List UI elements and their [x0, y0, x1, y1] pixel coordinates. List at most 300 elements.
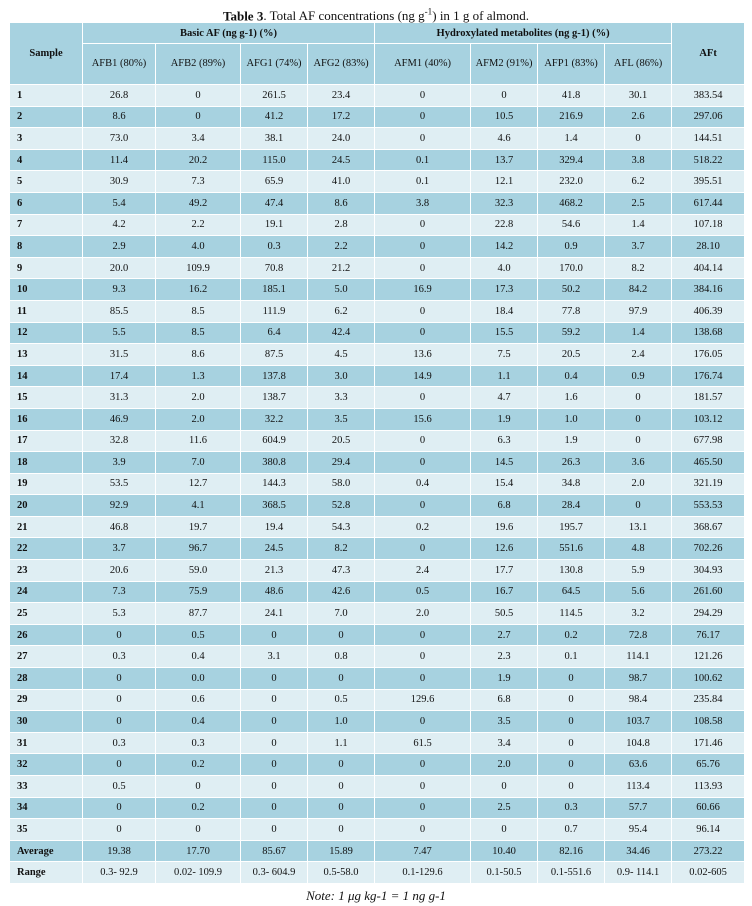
- table-cell: 0: [156, 819, 241, 841]
- table-cell: 38.1: [241, 128, 308, 150]
- table-cell: 26.3: [538, 452, 605, 474]
- table-cell: 0: [375, 668, 471, 690]
- table-cell: 0: [375, 214, 471, 236]
- table-cell: 31.3: [83, 387, 156, 409]
- table-row: [10, 236, 745, 258]
- table-cell: 170.0: [538, 257, 605, 279]
- table-cell: 19.1: [241, 214, 308, 236]
- table-cell: 29.4: [308, 452, 375, 474]
- table-cell: 17.4: [83, 365, 156, 387]
- table-cell: 2.9: [83, 236, 156, 258]
- table-cell: 16.7: [471, 581, 538, 603]
- table-cell: 384.16: [672, 279, 745, 301]
- table-cell: 0: [241, 689, 308, 711]
- row-label: Range: [10, 862, 83, 884]
- table-cell: 61.5: [375, 732, 471, 754]
- row-label: 9: [10, 257, 83, 279]
- table-cell: 0.2: [375, 516, 471, 538]
- table-row: [10, 430, 745, 452]
- table-cell: 0.5: [156, 624, 241, 646]
- table-cell: 14.9: [375, 365, 471, 387]
- table-cell: 368.67: [672, 516, 745, 538]
- table-cell: 113.93: [672, 776, 745, 798]
- table-cell: 87.5: [241, 344, 308, 366]
- table-cell: 4.7: [471, 387, 538, 409]
- column-header: AFB1 (80%): [83, 44, 156, 85]
- table-cell: 0.1: [538, 646, 605, 668]
- table-cell: 103.7: [605, 711, 672, 733]
- table-cell: 8.6: [83, 106, 156, 128]
- table-cell: 0: [471, 85, 538, 107]
- table-cell: 0: [605, 430, 672, 452]
- table-cell: 75.9: [156, 581, 241, 603]
- row-label: 13: [10, 344, 83, 366]
- table-cell: 2.0: [375, 603, 471, 625]
- table-cell: 3.7: [83, 538, 156, 560]
- table-cell: 0: [241, 797, 308, 819]
- table-cell: 1.4: [605, 214, 672, 236]
- table-cell: 5.4: [83, 192, 156, 214]
- table-cell: 6.2: [308, 300, 375, 322]
- table-cell: 28.10: [672, 236, 745, 258]
- table-cell: 0: [375, 624, 471, 646]
- table-cell: 1.9: [538, 430, 605, 452]
- table-cell: 41.0: [308, 171, 375, 193]
- table-cell: 3.5: [308, 408, 375, 430]
- table-cell: 3.3: [308, 387, 375, 409]
- table-cell: 77.8: [538, 300, 605, 322]
- table-cell: 19.7: [156, 516, 241, 538]
- table-cell: 617.44: [672, 192, 745, 214]
- table-cell: 15.89: [308, 840, 375, 862]
- table-row: [10, 300, 745, 322]
- row-label: 35: [10, 819, 83, 841]
- table-cell: 20.6: [83, 560, 156, 582]
- table-cell: 195.7: [538, 516, 605, 538]
- column-header: AFL (86%): [605, 44, 672, 85]
- table-caption: [0, 2, 752, 22]
- table-cell: 32.2: [241, 408, 308, 430]
- table-cell: 1.3: [156, 365, 241, 387]
- table-cell: 5.0: [308, 279, 375, 301]
- table-row: [10, 408, 745, 430]
- table-row: [10, 819, 745, 841]
- row-label: 17: [10, 430, 83, 452]
- table-cell: 0: [156, 85, 241, 107]
- table-cell: 50.2: [538, 279, 605, 301]
- row-label: 15: [10, 387, 83, 409]
- table-cell: 368.5: [241, 495, 308, 517]
- table-cell: 59.0: [156, 560, 241, 582]
- table-cell: 0: [375, 754, 471, 776]
- table-cell: 87.7: [156, 603, 241, 625]
- table-row: [10, 538, 745, 560]
- table-cell: 3.9: [83, 452, 156, 474]
- table-cell: 13.7: [471, 149, 538, 171]
- table-cell: 0.1-551.6: [538, 862, 605, 884]
- table-cell: 7.3: [156, 171, 241, 193]
- table-cell: 2.4: [605, 344, 672, 366]
- table-cell: 1.1: [308, 732, 375, 754]
- table-cell: 26.8: [83, 85, 156, 107]
- table-cell: 13.6: [375, 344, 471, 366]
- table-cell: 0: [83, 689, 156, 711]
- table-cell: 16.9: [375, 279, 471, 301]
- row-label: 20: [10, 495, 83, 517]
- table-cell: 114.1: [605, 646, 672, 668]
- table-cell: 95.4: [605, 819, 672, 841]
- table-cell: 3.7: [605, 236, 672, 258]
- table-cell: 12.6: [471, 538, 538, 560]
- table-cell: 49.2: [156, 192, 241, 214]
- row-label: 10: [10, 279, 83, 301]
- table-cell: 0: [375, 819, 471, 841]
- table-cell: 20.5: [538, 344, 605, 366]
- table-cell: 176.05: [672, 344, 745, 366]
- table-cell: 0: [471, 819, 538, 841]
- table-cell: 0.5-58.0: [308, 862, 375, 884]
- table-cell: 0: [83, 624, 156, 646]
- table-cell: 0.4: [156, 711, 241, 733]
- table-cell: 2.4: [375, 560, 471, 582]
- table-cell: 5.5: [83, 322, 156, 344]
- table-cell: 0: [375, 430, 471, 452]
- table-cell: 468.2: [538, 192, 605, 214]
- table-cell: 0: [241, 624, 308, 646]
- table-cell: 181.57: [672, 387, 745, 409]
- table-cell: 1.6: [538, 387, 605, 409]
- row-label: 6: [10, 192, 83, 214]
- row-label: 32: [10, 754, 83, 776]
- table-row: [10, 840, 745, 862]
- af-concentration-table: [9, 22, 745, 884]
- table-cell: 6.3: [471, 430, 538, 452]
- row-label: 26: [10, 624, 83, 646]
- table-cell: 42.6: [308, 581, 375, 603]
- table-cell: 321.19: [672, 473, 745, 495]
- table-cell: 465.50: [672, 452, 745, 474]
- row-label: 22: [10, 538, 83, 560]
- sample-header: Sample: [10, 23, 83, 85]
- table-cell: 70.8: [241, 257, 308, 279]
- table-cell: 20.0: [83, 257, 156, 279]
- table-cell: 7.0: [156, 452, 241, 474]
- table-cell: 3.8: [605, 149, 672, 171]
- table-cell: 7.47: [375, 840, 471, 862]
- table-cell: 34.46: [605, 840, 672, 862]
- table-cell: 0.5: [375, 581, 471, 603]
- table-cell: 273.22: [672, 840, 745, 862]
- table-cell: 138.7: [241, 387, 308, 409]
- table-cell: 0: [538, 732, 605, 754]
- table-cell: 553.53: [672, 495, 745, 517]
- table-cell: 518.22: [672, 149, 745, 171]
- table-cell: 0: [375, 797, 471, 819]
- table-cell: 261.5: [241, 85, 308, 107]
- table-cell: 111.9: [241, 300, 308, 322]
- table-cell: 12.1: [471, 171, 538, 193]
- table-cell: 261.60: [672, 581, 745, 603]
- table-row: [10, 85, 745, 107]
- table-cell: 57.7: [605, 797, 672, 819]
- table-cell: 0: [375, 452, 471, 474]
- table-cell: 0: [308, 797, 375, 819]
- table-cell: 85.5: [83, 300, 156, 322]
- row-label: 24: [10, 581, 83, 603]
- table-cell: 0: [375, 538, 471, 560]
- table-row: [10, 257, 745, 279]
- table-cell: 7.0: [308, 603, 375, 625]
- table-cell: 63.6: [605, 754, 672, 776]
- table-cell: 20.2: [156, 149, 241, 171]
- table-row: [10, 646, 745, 668]
- table-cell: 0.02-605: [672, 862, 745, 884]
- column-header: AFP1 (83%): [538, 44, 605, 85]
- table-cell: 0: [308, 819, 375, 841]
- table-cell: 21.2: [308, 257, 375, 279]
- table-cell: 30.9: [83, 171, 156, 193]
- table-cell: 185.1: [241, 279, 308, 301]
- table-cell: 0.3: [241, 236, 308, 258]
- table-cell: 1.0: [538, 408, 605, 430]
- table-cell: 84.2: [605, 279, 672, 301]
- table-cell: 304.93: [672, 560, 745, 582]
- table-cell: 54.6: [538, 214, 605, 236]
- row-label: 28: [10, 668, 83, 690]
- table-cell: 115.0: [241, 149, 308, 171]
- table-note: Note: 1 μg kg-1 = 1 ng g-1: [306, 887, 446, 903]
- row-label: 1: [10, 85, 83, 107]
- table-cell: 72.8: [605, 624, 672, 646]
- table-cell: 24.1: [241, 603, 308, 625]
- table-cell: 15.5: [471, 322, 538, 344]
- table-cell: 97.9: [605, 300, 672, 322]
- table-cell: 0: [538, 776, 605, 798]
- table-cell: 98.7: [605, 668, 672, 690]
- table-cell: 30.1: [605, 85, 672, 107]
- table-cell: 0: [375, 776, 471, 798]
- table-cell: 4.5: [308, 344, 375, 366]
- table-cell: 47.4: [241, 192, 308, 214]
- table-cell: 17.70: [156, 840, 241, 862]
- table-cell: 0.1: [375, 149, 471, 171]
- table-cell: 7.3: [83, 581, 156, 603]
- table-cell: 8.5: [156, 322, 241, 344]
- table-row: [10, 668, 745, 690]
- table-cell: 1.4: [605, 322, 672, 344]
- table-cell: 0: [241, 668, 308, 690]
- table-cell: 11.4: [83, 149, 156, 171]
- table-cell: 1.9: [471, 408, 538, 430]
- table-cell: 46.8: [83, 516, 156, 538]
- table-cell: 14.2: [471, 236, 538, 258]
- table-cell: 10.5: [471, 106, 538, 128]
- table-cell: 17.3: [471, 279, 538, 301]
- table-cell: 1.1: [471, 365, 538, 387]
- table-cell: 12.7: [156, 473, 241, 495]
- table-cell: 0: [375, 711, 471, 733]
- table-cell: 4.6: [471, 128, 538, 150]
- table-cell: 15.6: [375, 408, 471, 430]
- table-cell: 8.6: [308, 192, 375, 214]
- row-label: 21: [10, 516, 83, 538]
- table-cell: 294.29: [672, 603, 745, 625]
- table-cell: 0.5: [83, 776, 156, 798]
- row-label: 3: [10, 128, 83, 150]
- table-cell: 0: [538, 754, 605, 776]
- table-cell: 107.18: [672, 214, 745, 236]
- table-row: [10, 711, 745, 733]
- table-cell: 24.5: [308, 149, 375, 171]
- row-label: 4: [10, 149, 83, 171]
- table-cell: 395.51: [672, 171, 745, 193]
- table-cell: 0: [375, 300, 471, 322]
- table-cell: 96.7: [156, 538, 241, 560]
- table-cell: 297.06: [672, 106, 745, 128]
- table-cell: 4.1: [156, 495, 241, 517]
- table-cell: 19.38: [83, 840, 156, 862]
- table-cell: 0: [375, 387, 471, 409]
- table-cell: 1.4: [538, 128, 605, 150]
- table-row: [10, 279, 745, 301]
- table-cell: 3.0: [308, 365, 375, 387]
- table-cell: 0.3: [538, 797, 605, 819]
- table-cell: 0: [308, 754, 375, 776]
- table-cell: 0: [308, 668, 375, 690]
- table-cell: 232.0: [538, 171, 605, 193]
- table-cell: 3.8: [375, 192, 471, 214]
- table-cell: 113.4: [605, 776, 672, 798]
- table-row: [10, 344, 745, 366]
- table-cell: 702.26: [672, 538, 745, 560]
- table-cell: 0: [308, 776, 375, 798]
- table-cell: 64.5: [538, 581, 605, 603]
- table-cell: 73.0: [83, 128, 156, 150]
- table-cell: 0.4: [375, 473, 471, 495]
- table-row: [10, 624, 745, 646]
- row-label: 5: [10, 171, 83, 193]
- table-cell: 58.0: [308, 473, 375, 495]
- table-row: [10, 560, 745, 582]
- table-cell: 329.4: [538, 149, 605, 171]
- table-cell: 5.9: [605, 560, 672, 582]
- table-cell: 3.4: [471, 732, 538, 754]
- table-cell: 0: [538, 668, 605, 690]
- table-cell: 2.0: [605, 473, 672, 495]
- table-cell: 15.4: [471, 473, 538, 495]
- table-cell: 0.2: [156, 754, 241, 776]
- table-cell: 0.0: [156, 668, 241, 690]
- table-cell: 85.67: [241, 840, 308, 862]
- table-cell: 6.2: [605, 171, 672, 193]
- table-cell: 92.9: [83, 495, 156, 517]
- column-header: AFM2 (91%): [471, 44, 538, 85]
- table-cell: 404.14: [672, 257, 745, 279]
- table-cell: 109.9: [156, 257, 241, 279]
- table-cell: 1.0: [308, 711, 375, 733]
- aft-header: AFt: [672, 23, 745, 85]
- table-cell: 144.51: [672, 128, 745, 150]
- table-cell: 6.4: [241, 322, 308, 344]
- table-cell: 0.9- 114.1: [605, 862, 672, 884]
- table-cell: 2.0: [471, 754, 538, 776]
- row-label: 16: [10, 408, 83, 430]
- table-cell: 0: [605, 387, 672, 409]
- table-cell: 54.3: [308, 516, 375, 538]
- table-row: [10, 862, 745, 884]
- table-cell: 144.3: [241, 473, 308, 495]
- table-cell: 32.8: [83, 430, 156, 452]
- row-label: 14: [10, 365, 83, 387]
- table-row: [10, 754, 745, 776]
- row-label: 30: [10, 711, 83, 733]
- table-cell: 604.9: [241, 430, 308, 452]
- table-cell: 0: [156, 776, 241, 798]
- column-header: AFM1 (40%): [375, 44, 471, 85]
- table-cell: 176.74: [672, 365, 745, 387]
- table-cell: 0: [375, 85, 471, 107]
- table-cell: 2.5: [605, 192, 672, 214]
- table-cell: 108.58: [672, 711, 745, 733]
- table-cell: 14.5: [471, 452, 538, 474]
- table-cell: 3.1: [241, 646, 308, 668]
- table-cell: 0: [538, 711, 605, 733]
- row-label: 33: [10, 776, 83, 798]
- table-cell: 9.3: [83, 279, 156, 301]
- table-cell: 60.66: [672, 797, 745, 819]
- table-cell: 380.8: [241, 452, 308, 474]
- table-caption-label: Table 3: [222, 8, 264, 24]
- table-cell: 0: [83, 711, 156, 733]
- table-cell: 104.8: [605, 732, 672, 754]
- table-cell: 0.1-129.6: [375, 862, 471, 884]
- table-cell: 41.2: [241, 106, 308, 128]
- table-cell: 0: [241, 754, 308, 776]
- table-row: [10, 171, 745, 193]
- table-cell: 0.7: [538, 819, 605, 841]
- table-cell: 53.5: [83, 473, 156, 495]
- table-row: [10, 214, 745, 236]
- table-cell: 82.16: [538, 840, 605, 862]
- table-cell: 23.4: [308, 85, 375, 107]
- table-cell: 0: [83, 797, 156, 819]
- table-cell: 1.9: [471, 668, 538, 690]
- row-label: 25: [10, 603, 83, 625]
- table-cell: 98.4: [605, 689, 672, 711]
- table-cell: 24.5: [241, 538, 308, 560]
- table-cell: 46.9: [83, 408, 156, 430]
- table-cell: 0: [83, 754, 156, 776]
- table-cell: 551.6: [538, 538, 605, 560]
- table-cell: 235.84: [672, 689, 745, 711]
- table-row: [10, 581, 745, 603]
- table-cell: 0: [241, 732, 308, 754]
- table-cell: 129.6: [375, 689, 471, 711]
- table-cell: 677.98: [672, 430, 745, 452]
- table-row: [10, 192, 745, 214]
- table-cell: 2.5: [471, 797, 538, 819]
- table-row: [10, 776, 745, 798]
- table-cell: 2.2: [308, 236, 375, 258]
- table-row: [10, 452, 745, 474]
- row-label: 18: [10, 452, 83, 474]
- table-cell: 8.5: [156, 300, 241, 322]
- table-cell: 0.02- 109.9: [156, 862, 241, 884]
- table-cell: 8.6: [156, 344, 241, 366]
- table-cell: 65.76: [672, 754, 745, 776]
- table-cell: 42.4: [308, 322, 375, 344]
- table-cell: 0: [83, 668, 156, 690]
